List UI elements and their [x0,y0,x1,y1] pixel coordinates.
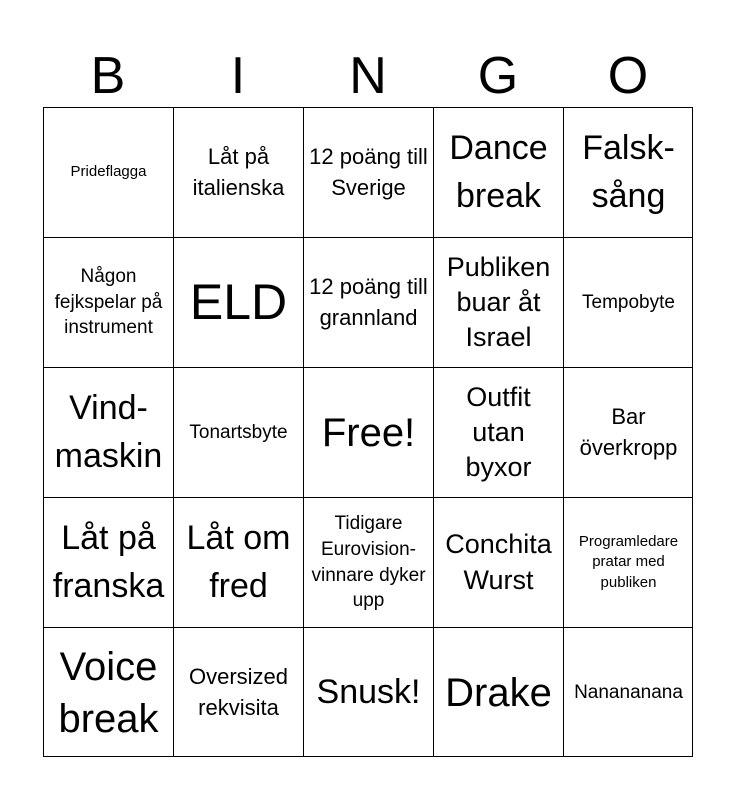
bingo-cell[interactable] [173,237,303,367]
cell-text: Låt på italienska [192,143,285,200]
cell-text: Outfit utan byxor [465,381,532,483]
bingo-cell[interactable] [563,107,693,237]
bingo-header [43,44,693,108]
bingo-cell[interactable] [43,627,173,757]
cell-text: Oversized rekvisita [188,663,289,720]
cell-text: Falsk-sång [582,128,675,215]
cell-text: Dance break [449,128,548,215]
cell-text: Någon fejkspelar på instrument [54,266,163,339]
bingo-cell[interactable] [433,237,563,367]
header-letter-i: I [230,47,246,105]
bingo-cell[interactable] [43,367,173,497]
cell-text: Prideflagga [70,163,147,181]
cell-text: Voice break [58,644,159,741]
cell-text: Programledare pratar med publiken [578,533,679,591]
cell-text: Tidigare Eurovision-vinnare dyker upp [311,513,426,612]
cell-text: Conchita Wurst [445,529,552,595]
bingo-cell[interactable] [43,107,173,237]
cell-text: Publiken buar åt Israel [446,251,551,353]
header-letter-n: N [349,47,387,105]
cell-text: Bar överkropp [579,403,678,460]
bingo-cell[interactable] [563,367,693,497]
bingo-cell[interactable] [173,367,303,497]
cell-text: Tonartsbyte [189,421,288,443]
bingo-cell[interactable] [303,237,433,367]
header-letter-o: O [607,47,649,105]
cell-text: Drake [445,670,552,715]
bingo-cell[interactable] [563,497,693,627]
cell-text: 12 poäng till Sverige [309,143,428,200]
bingo-cell[interactable] [433,367,563,497]
cell-text: Låt på franska [52,518,165,605]
bingo-cell[interactable] [173,497,303,627]
bingo-cell[interactable] [433,497,563,627]
bingo-cell[interactable] [303,497,433,627]
bingo-cell[interactable] [43,237,173,367]
bingo-cell[interactable] [303,627,433,757]
bingo-cell[interactable] [433,627,563,757]
bingo-cell[interactable] [433,107,563,237]
header-letter-g: G [477,47,519,105]
cell-text: Snusk! [316,672,421,711]
header-letter-b: B [90,47,126,105]
cell-text: 12 poäng till grannland [309,273,428,330]
cell-text: Nanananana [574,681,683,703]
cell-text: Free! [321,410,416,455]
bingo-board [43,107,693,757]
bingo-cell[interactable] [303,107,433,237]
bingo-cell[interactable] [43,497,173,627]
cell-text: Vind-maskin [54,388,163,475]
free-space-cell[interactable] [303,367,433,497]
bingo-cell[interactable] [173,107,303,237]
bingo-cell[interactable] [173,627,303,757]
cell-text: Tempobyte [582,291,675,313]
cell-text: Låt om fred [186,518,291,605]
bingo-cell[interactable] [563,627,693,757]
bingo-cell[interactable] [563,237,693,367]
cell-text: ELD [189,273,288,330]
